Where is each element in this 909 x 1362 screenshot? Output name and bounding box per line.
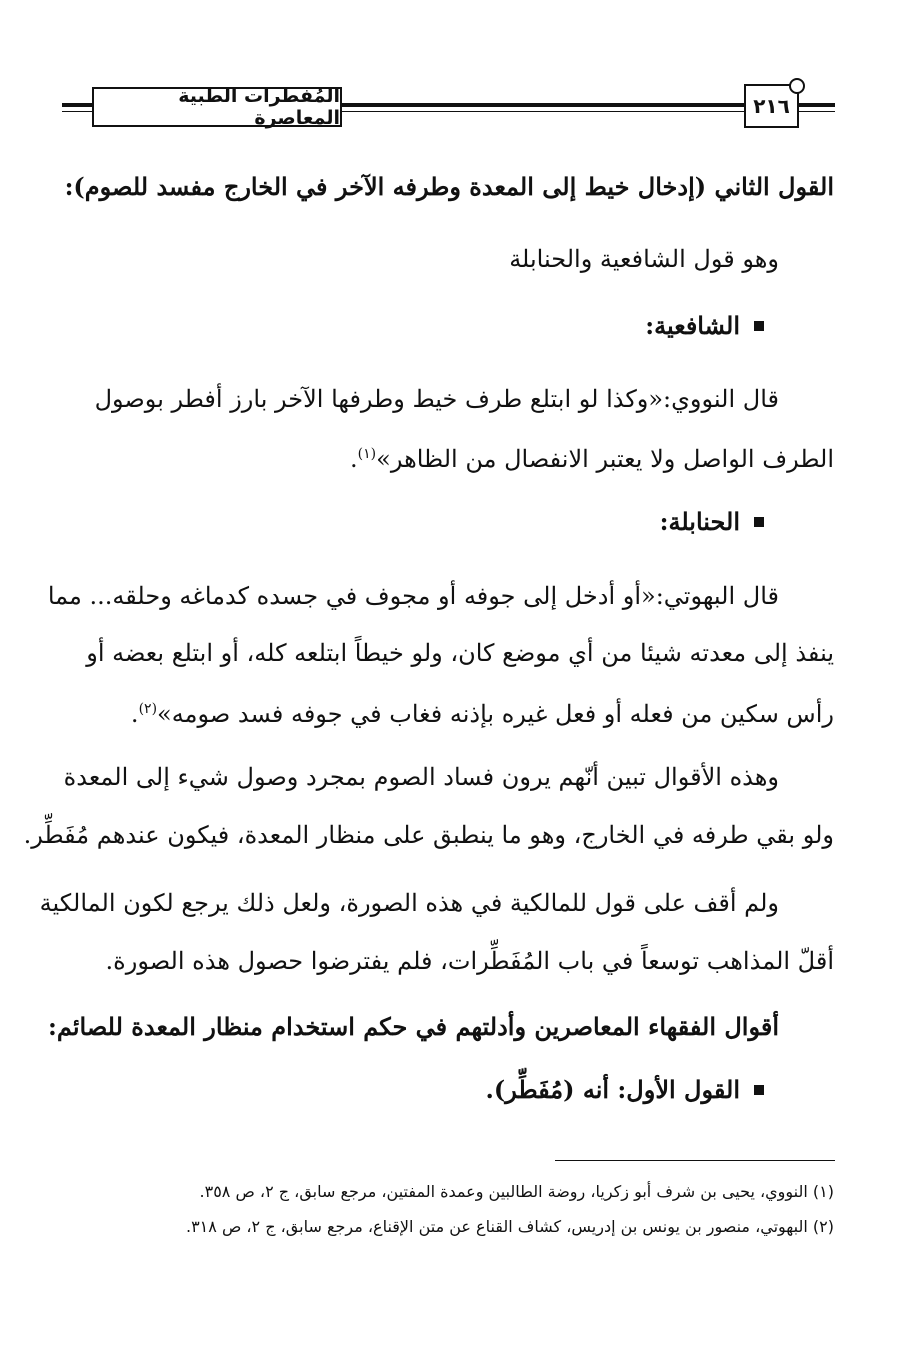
buhuti-line-1: قال البهوتي:«أو أدخل إلى جوفه أو مجوف في جسده كدماغه وحلقه... مما: [47, 582, 779, 610]
summary-line-2: ولو بقي طرفه في الخارج، وهو ما ينطبق على منظار المعدة، فيكون عندهم مُفَطِّر.: [23, 821, 834, 849]
first-opinion-label: القول الأول: أنه (مُفَطِّر).: [485, 1075, 740, 1104]
bullet-square-icon: [754, 321, 764, 331]
header-rule-left: [62, 103, 94, 107]
footnote-2: (٢) البهوتي، منصور بن يونس بن إدريس، كشاف القناع عن متن الإقناع، مرجع سابق، ج ٢، ص ٣١٨.: [185, 1217, 834, 1236]
shafiia-bullet: [645, 311, 764, 340]
buhuti-line-2: ينفذ إلى معدته شيئا من أي موضع كان، ولو خيطاً ابتلعه كله، أو ابتلع بعضه أو: [86, 639, 834, 667]
header-rule-middle-thin: [342, 111, 744, 112]
header-rule-left-thin: [62, 111, 94, 112]
page-number: ٢١٦: [744, 84, 799, 128]
header-rule-right-thin: [799, 111, 835, 112]
nawawi-quote-end: الطرف الواصل ولا يعتبر الانفصال من الظاهر»: [376, 445, 834, 473]
maliki-line-1: ولم أقف على قول للمالكية في هذه الصورة، ولعل ذلك يرجع لكون المالكية: [39, 889, 779, 917]
hanabila-label: الحنابلة:: [659, 507, 740, 536]
bullet-square-icon: [754, 1085, 764, 1095]
footnote-separator: [555, 1160, 835, 1161]
header-rule-middle: [342, 103, 744, 107]
contemporary-heading: أقوال الفقهاء المعاصرين وأدلتهم في حكم استخدام منظار المعدة للصائم:: [48, 1012, 779, 1041]
bullet-square-icon: [754, 517, 764, 527]
maliki-line-2: أقلّ المذاهب توسعاً في باب المُفَطِّرات، فلم يفترضوا حصول هذه الصورة.: [105, 947, 834, 975]
heading-second-opinion: القول الثاني (إدخال خيط إلى المعدة وطرفه الآخر في الخارج مفسد للصوم):: [64, 172, 834, 201]
summary-line-1: وهذه الأقوال تبين أنّهم يرون فساد الصوم بمجرد وصول شيء إلى المعدة: [63, 763, 779, 791]
running-title: المُفطرات الطبية المعاصرة: [92, 87, 342, 127]
footnote-1: (١) النووي، يحيى بن شرف أبو زكريا، روضة الطالبين وعمدة المفتين، مرجع سابق، ج ٢، ص ٣٥٨.: [199, 1182, 834, 1201]
header-rule-right: [799, 103, 835, 107]
first-opinion-bullet: [486, 1075, 764, 1104]
hanabila-bullet: [660, 507, 764, 536]
footnote-ref-2: (٢): [138, 701, 158, 717]
nawawi-line-1: قال النووي:«وكذا لو ابتلع طرف خيط وطرفها الآخر بارز أفطر بوصول: [94, 385, 779, 413]
buhuti-line-3: رأس سكين من فعله أو فعل غيره بإذنه فغاب في جوفه فسد صومه»$^{(٢)}$.: [130, 700, 834, 728]
shafiia-label: الشافعية:: [645, 311, 740, 340]
buhuti-quote-end: رأس سكين من فعله أو فعل غيره بإذنه فغاب في جوفه فسد صومه»: [157, 700, 834, 728]
nawawi-line-2: الطرف الواصل ولا يعتبر الانفصال من الظاهر»$^{(١)}$.: [350, 445, 834, 473]
opinion-of-line: وهو قول الشافعية والحنابلة: [509, 245, 779, 273]
footnote-ref-1: (١): [357, 446, 377, 462]
